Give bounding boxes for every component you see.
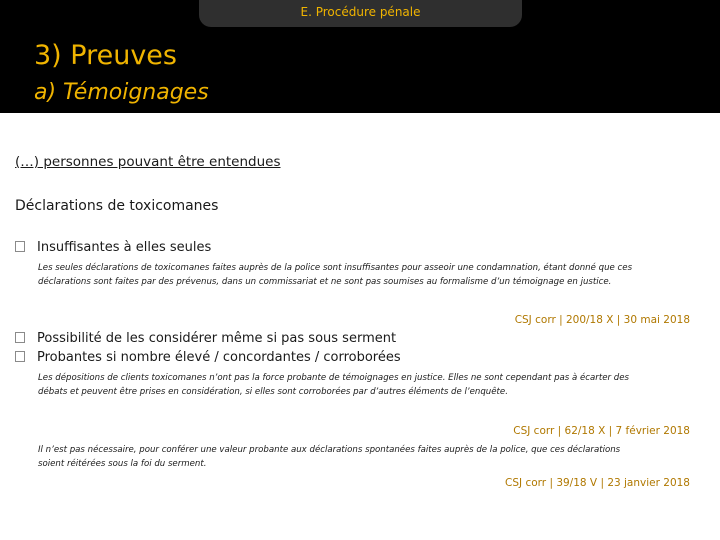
section-tab: E. Procédure pénale (199, 0, 522, 27)
quote-note (38, 371, 698, 399)
quote-note (38, 261, 698, 289)
section-heading: Déclarations de toxicomanes (15, 198, 219, 214)
quote-note (38, 443, 698, 471)
slide-header (0, 0, 720, 113)
persons-link[interactable]: (…) personnes pouvant être entendues (15, 154, 281, 170)
bullet-label: Probantes si nombre élevé / concordantes / corroborées (37, 350, 401, 365)
bullet-label: Insuffisantes à elles seules (37, 240, 212, 255)
note-line: Il n’est pas nécessaire, pour conférer une valeur probante aux déclarations spontanées faites auprès de la police, que ces déclarations (38, 445, 621, 455)
bullet-item (15, 331, 396, 346)
citation: CSJ corr | 200/18 X | 30 mai 2018 (514, 314, 690, 326)
slide-title: 3) Preuves (34, 40, 177, 71)
bullet-item (15, 240, 211, 255)
bullet-icon (15, 351, 25, 362)
note-line: Les seules déclarations de toxicomanes faites auprès de la police sont insuffisantes pour asseoir une condamnation, étant donné que ces (38, 263, 633, 273)
bullet-icon (15, 241, 25, 252)
bullet-icon (15, 332, 25, 343)
citation: CSJ corr | 39/18 V | 23 janvier 2018 (505, 477, 690, 489)
citation: CSJ corr | 62/18 X | 7 février 2018 (513, 425, 690, 437)
bullet-item (15, 350, 401, 365)
slide-subtitle: a) Témoignages (34, 80, 209, 105)
note-line: Les dépositions de clients toxicomanes n’ont pas la force probante de témoignages en justice. Elles ne sont cependant pas à écarter des (38, 373, 629, 383)
bullet-label: Possibilité de les considérer même si pas sous serment (37, 331, 397, 346)
note-line: soient réitérées sous la foi du serment. (38, 459, 207, 469)
note-line: débats et peuvent être prises en considération, si elles sont corroborées par d’autres éléments de l’enquête. (38, 387, 508, 397)
note-line: déclarations sont faites par des prévenus, dans un commissariat et ne sont pas soumises au formalisme d’un témoignage en justice. (38, 277, 612, 287)
